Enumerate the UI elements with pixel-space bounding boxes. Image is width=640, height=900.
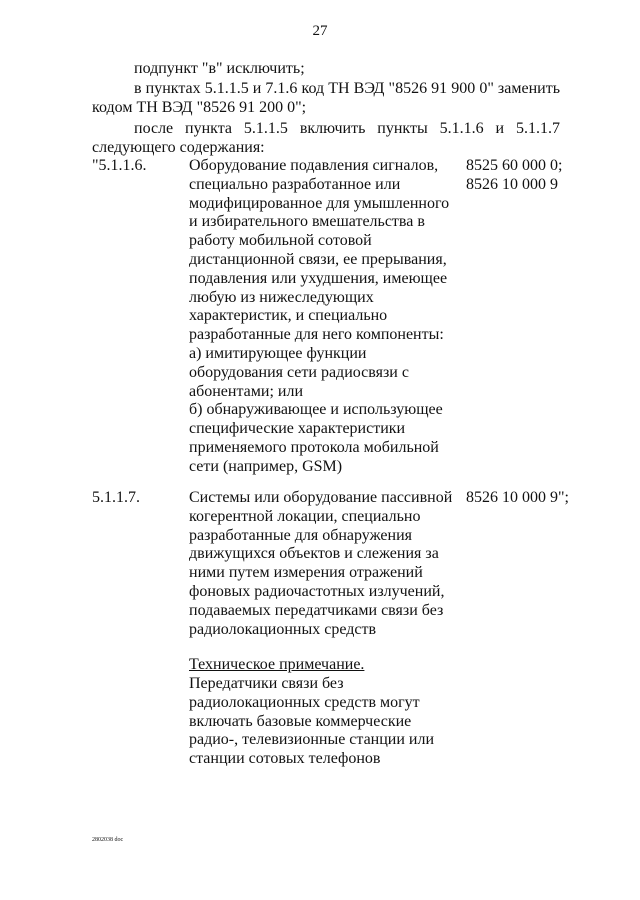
page-number: 27 xyxy=(312,23,328,39)
item-number: "5.1.1.6. xyxy=(92,157,147,174)
description-line: движущихся объектов и слежения за xyxy=(189,545,439,563)
document-footer-code: 2802038 doc xyxy=(92,837,124,843)
description-line: специфические характеристики xyxy=(189,420,406,438)
intro-line-exclude: подпункт "в" исключить; xyxy=(134,60,305,77)
description-line: дистанционной связи, ее прерывания, xyxy=(189,250,447,268)
note-line: радиолокационных средств могут xyxy=(189,693,420,711)
description-line: когерентной локации, специально xyxy=(189,507,421,525)
description-line: подавления или ухудшения, имеющее xyxy=(189,269,448,287)
intro-line-insert: после пункта 5.1.1.5 включить пункты 5.1.1.6 и 5.1.1.7 xyxy=(134,120,560,137)
technical-note-body xyxy=(189,675,434,769)
description-line: фоновых радиочастотных излучений, xyxy=(189,582,445,600)
description-line: применяемого протокола мобильной xyxy=(189,438,439,456)
note-line: станции сотовых телефонов xyxy=(189,750,381,768)
item-number: 5.1.1.7. xyxy=(92,489,140,506)
item-description xyxy=(189,157,449,477)
description-line: модифицированное для умышленного xyxy=(189,194,450,212)
description-line: сети (например, GSM) xyxy=(189,457,343,475)
description-line: разработанные для обнаружения xyxy=(189,526,413,544)
description-line: специально разработанное или xyxy=(189,175,401,193)
item-codes xyxy=(466,157,562,195)
hs-code: 8525 60 000 0; xyxy=(466,157,563,174)
description-line: абонентами; или xyxy=(189,382,303,400)
technical-note-title: Техническое примечание. xyxy=(189,656,365,673)
description-line: и избирательного вмешательства в xyxy=(189,213,425,231)
description-line: а) имитирующее функции xyxy=(189,344,367,362)
description-line: подаваемых передатчиками связи без xyxy=(189,601,444,619)
description-line: разработанные для него компоненты: xyxy=(189,326,444,344)
description-line: характеристик, и специально xyxy=(189,307,388,325)
note-line: включать базовые коммерческие xyxy=(189,712,412,730)
description-line: работу мобильной сотовой xyxy=(189,232,372,250)
description-line: любую из нижеследующих xyxy=(189,288,374,306)
note-line: Передатчики связи без xyxy=(189,675,344,692)
item-description xyxy=(189,489,452,639)
item-codes xyxy=(466,489,569,508)
description-line: б) обнаруживающее и использующее xyxy=(189,401,443,419)
hs-code: 8526 10 000 9"; xyxy=(466,489,569,506)
hs-code: 8526 10 000 9 xyxy=(466,175,558,193)
description-line: Системы или оборудование пассивной xyxy=(189,489,453,506)
intro-line-replace-cont: кодом ТН ВЭД "8526 91 200 0"; xyxy=(92,99,307,116)
intro-line-insert-cont: следующего содержания: xyxy=(92,139,265,156)
description-line: оборудования сети радиосвязи с xyxy=(189,363,409,381)
intro-line-replace: в пунктах 5.1.1.5 и 7.1.6 код ТН ВЭД "8526 91 900 0" заменить xyxy=(134,80,560,97)
description-line: Оборудование подавления сигналов, xyxy=(189,157,439,174)
description-line: радиолокационных средств xyxy=(189,620,376,638)
description-line: ними путем измерения отражений xyxy=(189,564,423,582)
note-line: радио-, телевизионные станции или xyxy=(189,731,435,749)
